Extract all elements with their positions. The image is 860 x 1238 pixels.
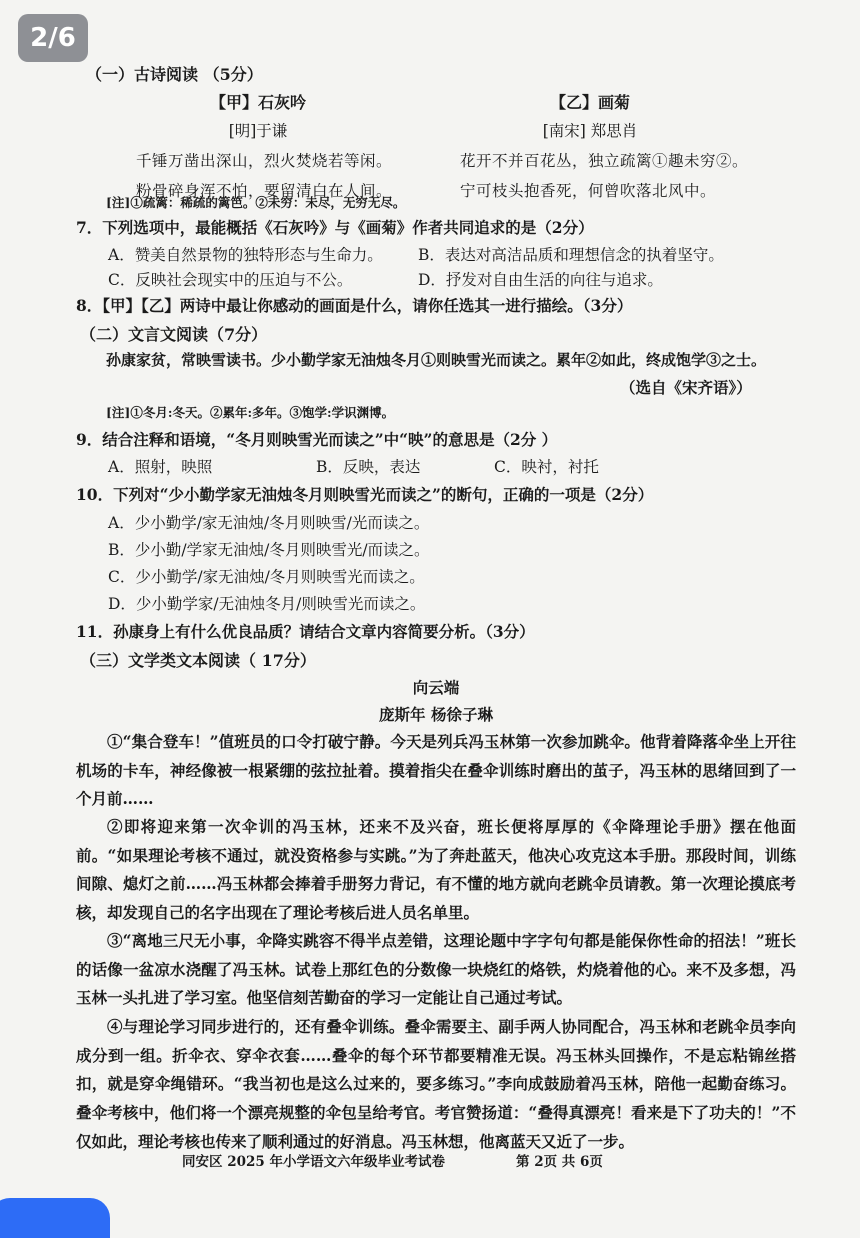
question-9-option-a: A．照射，映照 xyxy=(108,458,213,476)
page-indicator-badge: 2/6 xyxy=(18,14,88,62)
section-heading-poetry: （一）古诗阅读 （5分） xyxy=(86,65,263,84)
poem-b-line2: 宁可枝头抱香死，何曾吹落北风中。 xyxy=(460,182,717,200)
poem-a-title: 【甲】石灰吟 xyxy=(209,93,306,112)
question-7-option-a: A．赞美自然景物的独特形态与生命力。 xyxy=(108,246,383,264)
question-7-option-d: D．抒发对自由生活的向往与追求。 xyxy=(418,271,663,289)
question-8: 8．【甲】【乙】两诗中最让你感动的画面是什么，请你任选其一进行描绘。（3分） xyxy=(76,296,633,315)
article-paragraph-1: ①“集合登车！”值班员的口令打破宁静。今天是列兵冯玉林第一次参加跳伞。他背着降落伞坐上开往机场的卡车，神经像被一根紧绷的弦拉扯着。摸着指尖在叠伞训练时磨出的茧子，冯玉林的思绪回到了一个月前…… xyxy=(76,732,796,809)
section-heading-literary: （三）文学类文本阅读（ 17分） xyxy=(80,651,316,670)
article-paragraph-4: ④与理论学习同步进行的，还有叠伞训练。叠伞需要主、副手两人协同配合，冯玉林和老跳伞员李向成分到一组。折伞衣、穿伞衣套……叠伞的每个环节都要精准无误。冯玉林头回操作，不是忘粘锦丝搭扣，就是穿伞绳错环。“我当初也是这么过来的，要多练习。”李向成鼓励着冯玉林，陪他一起勤奋练习。叠伞考核中，他们将一个漂亮规整的伞包呈给考官。考官赞扬道：“叠得真漂亮！看来是下了功夫的！”不仅如此，理论考核也传来了顺利通过的好消息。冯玉林想，他离蓝天又近了一步。 xyxy=(76,1017,796,1151)
question-10-option-d: D．少小勤学家/无油烛冬月/则映雪光而读之。 xyxy=(108,595,426,613)
question-7-option-b: B．表达对高洁品质和理想信念的执着坚守。 xyxy=(418,246,724,264)
poetry-note: [注]①疏篱：稀疏的篱笆。②未穷：未尽，无穷无尽。 xyxy=(106,195,406,210)
question-10-option-c: C．少小勤学/家无油烛/冬月则映雪光而读之。 xyxy=(108,568,425,586)
footer-exam-title: 同安区 2025 年小学语文六年级毕业考试卷 xyxy=(182,1154,445,1170)
poem-a-line2: 粉骨碎身浑不怕，要留清白在人间。 xyxy=(136,182,393,200)
poem-b xyxy=(400,90,780,201)
classical-source: （选自《宋齐语》） xyxy=(620,378,752,397)
question-9-option-b: B．反映，表达 xyxy=(316,458,421,476)
question-10: 10．下列对“少小勤学家无油烛冬月则映雪光而读之”的断句，正确的一项是（2分） xyxy=(76,485,654,504)
section-heading-classical: （二）文言文阅读（7分） xyxy=(80,325,268,344)
article-paragraph-2: ②即将迎来第一次伞训的冯玉林，还来不及兴奋，班长便将厚厚的《伞降理论手册》摆在他面前。“如果理论考核不通过，就没资格参与实跳。”为了奔赴蓝天，他决心攻克这本手册。那段时间，训练间隙、熄灯之前……冯玉林都会捧着手册努力背记，有不懂的地方就向老跳伞员请教。第一次理论摸底考核，却发现自己的名字出现在了理论考核后进人员名单里。 xyxy=(76,817,796,923)
article-authors: 庞斯年 杨徐子琳 xyxy=(379,705,493,724)
poem-b-author: [南宋] 郑思肖 xyxy=(542,122,638,140)
poem-a-author: [明]于谦 xyxy=(228,122,288,140)
question-10-option-b: B．少小勤/学家无油烛/冬月则映雪光/而读之。 xyxy=(108,541,430,559)
question-9: 9．结合注释和语境，“冬月则映雪光而读之”中“映”的意思是（2分 ） xyxy=(76,430,558,449)
poem-a xyxy=(68,90,448,201)
poem-b-title: 【乙】画菊 xyxy=(549,93,630,112)
poem-a-line1: 千锤万凿出深山，烈火焚烧若等闲。 xyxy=(136,152,393,170)
question-7-option-c: C．反映社会现实中的压迫与不公。 xyxy=(108,271,353,289)
poem-b-line1: 花开不并百花丛，独立疏篱①趣未穷②。 xyxy=(460,152,749,170)
article-title: 向云端 xyxy=(412,678,460,697)
classical-note: [注]①冬月:冬天。②累年:多年。③饱学:学识渊博。 xyxy=(106,405,395,420)
question-11: 11．孙康身上有什么优良品质？请结合文章内容简要分析。（3分） xyxy=(76,622,535,641)
question-7: 7．下列选项中，最能概括《石灰吟》与《画菊》作者共同追求的是（2分） xyxy=(76,218,594,237)
classical-text: 孙康家贫，常映雪读书。少小勤学家无油烛冬月①则映雪光而读之。累年②如此，终成饱学③之士。 xyxy=(106,351,767,369)
footer-page-number: 第 2页 共 6页 xyxy=(516,1154,603,1170)
article-paragraph-3: ③“离地三尺无小事，伞降实跳容不得半点差错，这理论题中字字句句都是能保你性命的招法！”班长的话像一盆凉水浇醒了冯玉林。试卷上那红色的分数像一块烧红的烙铁，灼烧着他的心。来不及多想，冯玉林一头扎进了学习室。他坚信刻苦勤奋的学习一定能让自己通过考试。 xyxy=(76,931,796,1008)
question-9-option-c: C．映衬，衬托 xyxy=(494,458,599,476)
corner-blue-shape xyxy=(0,1198,110,1238)
question-10-option-a: A．少小勤学/家无油烛/冬月则映雪/光而读之。 xyxy=(108,514,430,532)
